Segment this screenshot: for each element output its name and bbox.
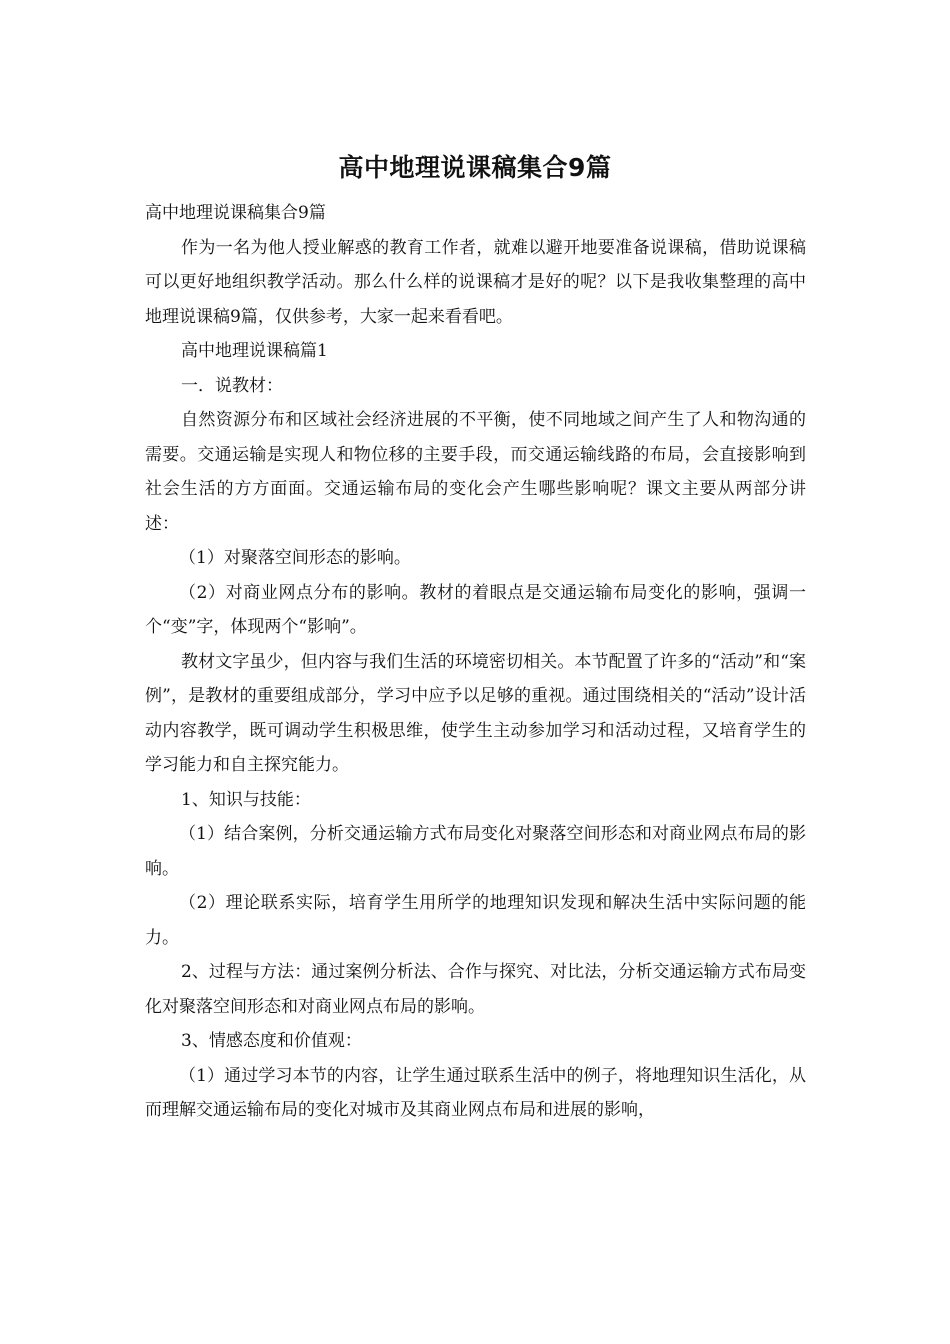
objective-item-2: （2）理论联系实际，培育学生用所学的地理知识发现和解决生活中实际问题的能力。 xyxy=(145,893,806,948)
list-item-settlement: （1）对聚落空间形态的影响。 xyxy=(179,548,411,568)
paragraph-textbook-content: 教材文字虽少，但内容与我们生活的环境密切相关。本节配置了许多的“活动”和“案例”，是教材的重要组成部分，学习中应予以足够的重视。通过围绕相关的“活动”设计活动内容教学，既可调动学生积极思维，使学生主动参加学习和活动过程，又培育学生的学习能力和自主探究能力。 xyxy=(145,651,806,775)
document-body xyxy=(145,196,806,1128)
paragraph-textbook-intro: 自然资源分布和区域社会经济进展的不平衡，使不同地域之间产生了人和物沟通的需要。交通运输是实现人和物位移的主要手段，而交通运输线路的布局，会直接影响到社会生活的方方面面。交通运输布局的变化会产生哪些影响呢？课文主要从两部分讲述： xyxy=(145,410,806,534)
objective-heading-values: 3、情感态度和价值观： xyxy=(181,1031,362,1051)
objective-heading-knowledge: 1、知识与技能： xyxy=(181,789,311,810)
section-heading-1: 高中地理说课稿篇1 xyxy=(181,341,328,361)
intro-paragraph: 作为一名为他人授业解惑的教育工作者，就难以避开地要准备说课稿，借助说课稿可以更好地组织教学活动。那么什么样的说课稿才是好的呢？以下是我收集整理的高中地理说课稿9篇，仅供参考，大家一起来看看吧。 xyxy=(145,237,806,327)
document-title: 高中地理说课稿集合9篇 xyxy=(338,153,612,182)
objective-values-item-1: （1）通过学习本节的内容，让学生通过联系生活中的例子，将地理知识生活化，从而理解交通运输布局的变化对城市及其商业网点布局和进展的影响， xyxy=(145,1065,806,1120)
objective-item-1: （1）结合案例，分析交通运输方式布局变化对聚落空间形态和对商业网点布局的影响。 xyxy=(145,824,806,879)
list-item-commercial: （2）对商业网点分布的影响。教材的着眼点是交通运输布局变化的影响，强调一个“变”字，体现两个“影响”。 xyxy=(145,582,806,637)
subsection-heading-textbook: 一．说教材： xyxy=(181,375,283,396)
document-subtitle: 高中地理说课稿集合9篇 xyxy=(145,203,326,223)
objective-process-method: 2、过程与方法：通过案例分析法、合作与探究、对比法，分析交通运输方式布局变化对聚落空间形态和对商业网点布局的影响。 xyxy=(145,962,806,1017)
